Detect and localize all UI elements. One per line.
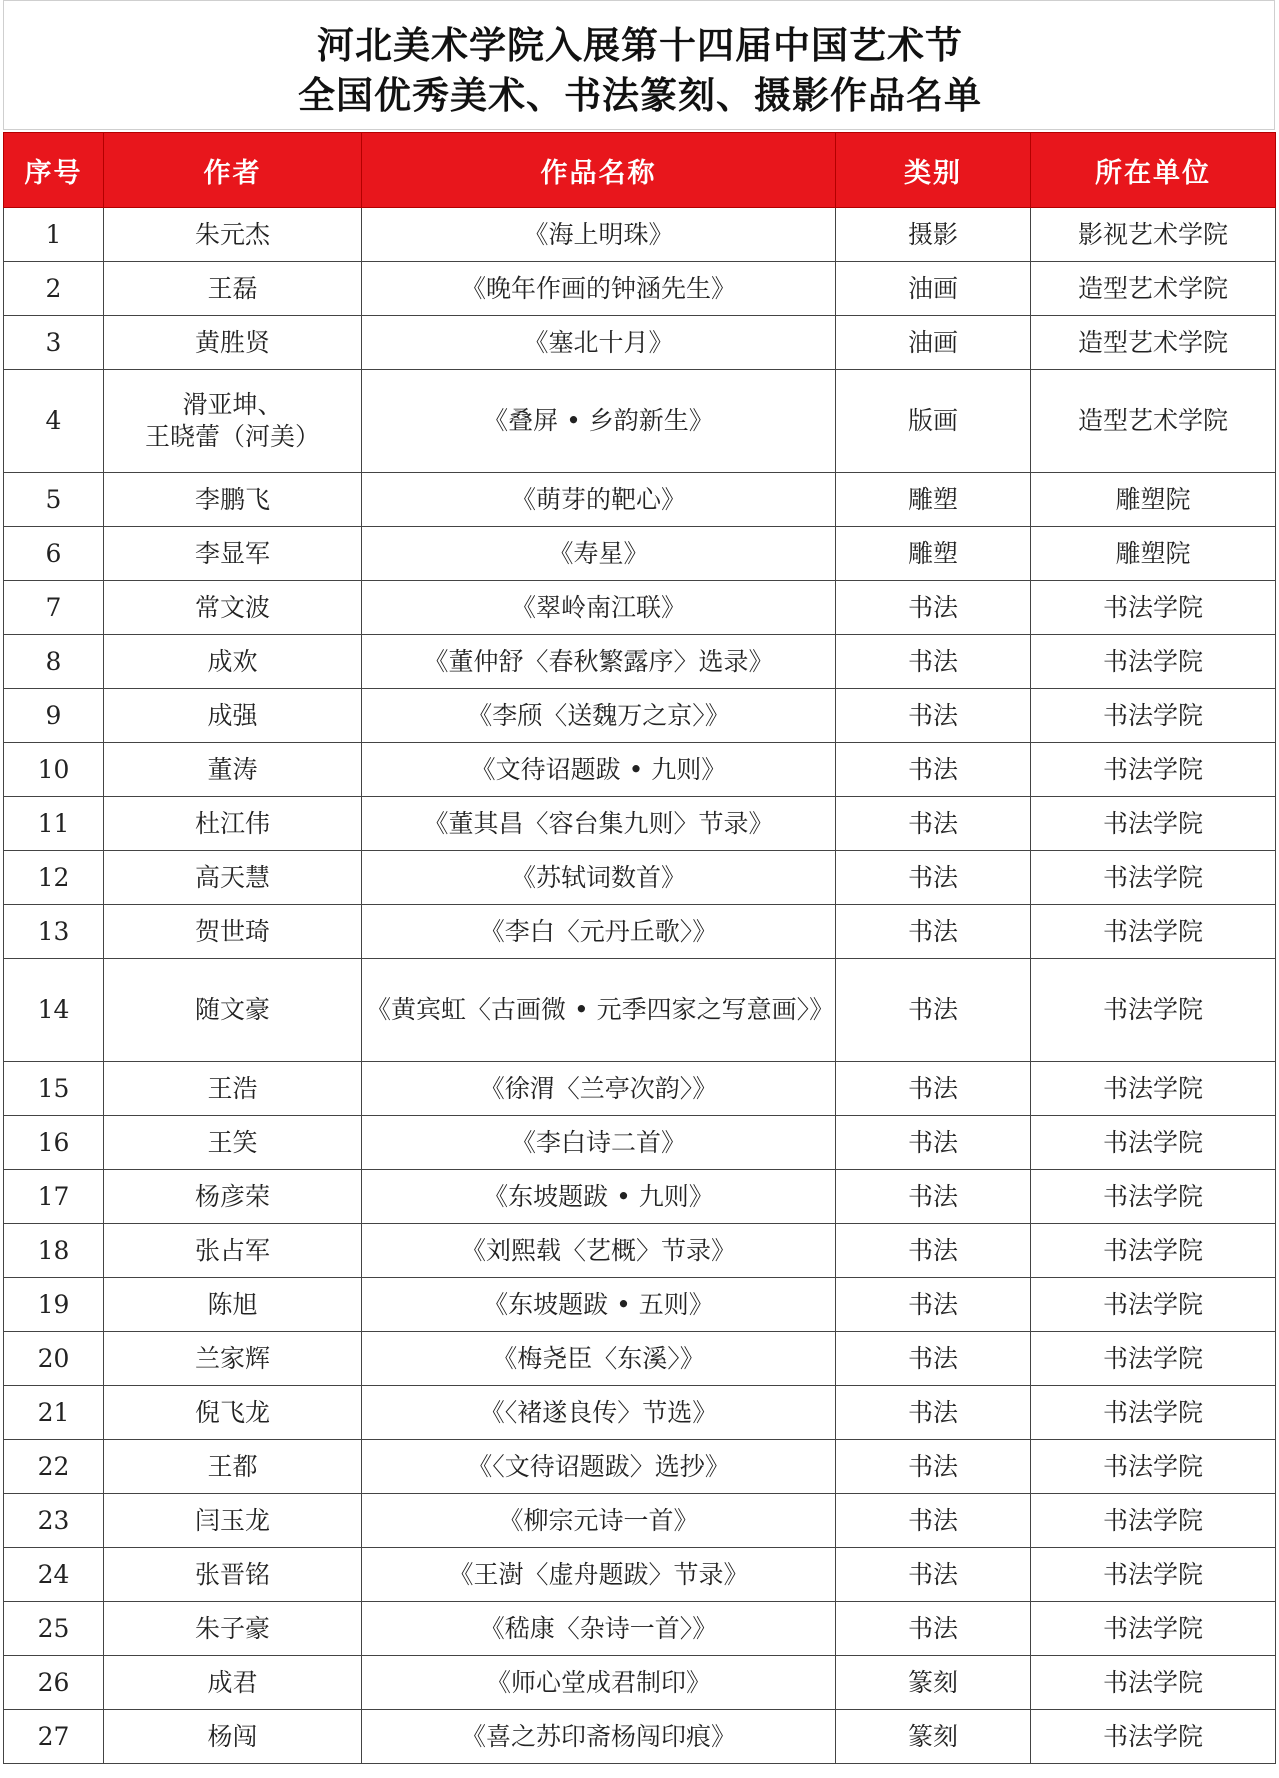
author-name: 朱子豪 <box>194 1613 270 1643</box>
author-name: 张占军 <box>194 1235 270 1265</box>
table-row <box>4 743 1276 797</box>
cell-category: 书法 <box>836 1548 1031 1602</box>
cell-category: 书法 <box>836 1386 1031 1440</box>
cell-work-title: 《〈褚遂良传〉节选》 <box>362 1386 836 1440</box>
cell-number: 12 <box>4 851 104 905</box>
table-row <box>4 905 1276 959</box>
cell-author <box>104 1386 362 1440</box>
table-row <box>4 370 1276 473</box>
cell-author <box>104 1224 362 1278</box>
cell-number: 3 <box>4 316 104 370</box>
author-name: 高天慧 <box>194 862 270 892</box>
page-title-line-2: 全国优秀美术、书法篆刻、摄影作品名单 <box>298 74 982 117</box>
cell-category: 书法 <box>836 1170 1031 1224</box>
cell-work-title: 《翠岭南江联》 <box>362 581 836 635</box>
cell-category: 篆刻 <box>836 1710 1031 1764</box>
table-row <box>4 1332 1276 1386</box>
cell-author <box>104 370 362 473</box>
table-row <box>4 208 1276 262</box>
cell-unit: 书法学院 <box>1031 1440 1276 1494</box>
cell-category: 书法 <box>836 1602 1031 1656</box>
page-title-line-1: 河北美术学院入展第十四届中国艺术节 <box>317 24 963 67</box>
cell-author <box>104 797 362 851</box>
cell-category: 雕塑 <box>836 527 1031 581</box>
cell-number: 26 <box>4 1656 104 1710</box>
cell-work-title: 《王澍〈虚舟题跋〉节录》 <box>362 1548 836 1602</box>
table-row <box>4 851 1276 905</box>
cell-work-title: 《李白〈元丹丘歌〉》 <box>362 905 836 959</box>
author-name: 成强 <box>207 700 258 730</box>
cell-work-title: 《东坡题跋 • 五则》 <box>362 1278 836 1332</box>
table-row <box>4 1656 1276 1710</box>
cell-category: 书法 <box>836 851 1031 905</box>
table-row <box>4 959 1276 1062</box>
cell-work-title: 《萌芽的靶心》 <box>362 473 836 527</box>
author-name: 杜江伟 <box>194 808 270 838</box>
author-name: 王都 <box>207 1451 258 1481</box>
cell-number: 27 <box>4 1710 104 1764</box>
cell-category: 书法 <box>836 905 1031 959</box>
author-name: 贺世琦 <box>194 916 270 946</box>
cell-unit: 雕塑院 <box>1031 473 1276 527</box>
cell-work-title: 《梅尧臣〈东溪〉》 <box>362 1332 836 1386</box>
cell-unit: 书法学院 <box>1031 1494 1276 1548</box>
cell-author <box>104 208 362 262</box>
cell-category: 书法 <box>836 1116 1031 1170</box>
author-name: 王磊 <box>207 273 258 303</box>
author-name: 王浩 <box>207 1073 258 1103</box>
table-row <box>4 689 1276 743</box>
works-table <box>3 132 1276 1764</box>
author-name: 成君 <box>207 1667 258 1697</box>
cell-number: 4 <box>4 370 104 473</box>
cell-unit: 书法学院 <box>1031 905 1276 959</box>
cell-category: 书法 <box>836 689 1031 743</box>
cell-author <box>104 473 362 527</box>
cell-author <box>104 1440 362 1494</box>
author-name: 杨闯 <box>207 1721 258 1751</box>
cell-author <box>104 316 362 370</box>
cell-work-title: 《师心堂成君制印》 <box>362 1656 836 1710</box>
cell-category: 书法 <box>836 581 1031 635</box>
cell-work-title: 《文待诏题跋 • 九则》 <box>362 743 836 797</box>
author-name: 随文豪 <box>194 995 270 1024</box>
table-row <box>4 316 1276 370</box>
cell-unit: 书法学院 <box>1031 1224 1276 1278</box>
cell-number: 19 <box>4 1278 104 1332</box>
author-name: 董涛 <box>207 754 258 784</box>
title-block <box>3 0 1275 130</box>
cell-number: 20 <box>4 1332 104 1386</box>
cell-unit: 书法学院 <box>1031 1602 1276 1656</box>
cell-author <box>104 1656 362 1710</box>
cell-number: 21 <box>4 1386 104 1440</box>
header-category: 类别 <box>836 133 1031 208</box>
cell-category: 油画 <box>836 262 1031 316</box>
cell-work-title: 《柳宗元诗一首》 <box>362 1494 836 1548</box>
cell-author <box>104 1170 362 1224</box>
cell-number: 17 <box>4 1170 104 1224</box>
cell-number: 22 <box>4 1440 104 1494</box>
cell-number: 8 <box>4 635 104 689</box>
cell-author <box>104 1278 362 1332</box>
cell-author <box>104 527 362 581</box>
cell-unit: 造型艺术学院 <box>1031 262 1276 316</box>
cell-unit: 书法学院 <box>1031 797 1276 851</box>
table-body <box>4 208 1276 1764</box>
table-row <box>4 1494 1276 1548</box>
cell-author <box>104 743 362 797</box>
table-row <box>4 1224 1276 1278</box>
cell-number: 16 <box>4 1116 104 1170</box>
cell-unit: 书法学院 <box>1031 635 1276 689</box>
table-row <box>4 635 1276 689</box>
header-unit: 所在单位 <box>1031 133 1276 208</box>
cell-number: 2 <box>4 262 104 316</box>
author-name: 王笑 <box>207 1127 258 1157</box>
table-row <box>4 1116 1276 1170</box>
cell-work-title: 《塞北十月》 <box>362 316 836 370</box>
cell-author <box>104 905 362 959</box>
author-name: 张晋铭 <box>194 1559 270 1589</box>
cell-author <box>104 1548 362 1602</box>
cell-unit: 雕塑院 <box>1031 527 1276 581</box>
cell-unit: 造型艺术学院 <box>1031 316 1276 370</box>
table-row <box>4 1548 1276 1602</box>
cell-work-title: 《叠屏 • 乡韵新生》 <box>362 370 836 473</box>
cell-work-title: 《徐渭〈兰亭次韵〉》 <box>362 1062 836 1116</box>
table-row <box>4 1710 1276 1764</box>
cell-author <box>104 1602 362 1656</box>
cell-category: 书法 <box>836 1494 1031 1548</box>
cell-number: 18 <box>4 1224 104 1278</box>
cell-work-title: 《晚年作画的钟涵先生》 <box>362 262 836 316</box>
cell-number: 11 <box>4 797 104 851</box>
author-name: 陈旭 <box>207 1289 258 1319</box>
cell-number: 25 <box>4 1602 104 1656</box>
cell-work-title: 《黄宾虹〈古画微 • 元季四家之写意画〉》 <box>362 959 836 1062</box>
cell-unit: 书法学院 <box>1031 1062 1276 1116</box>
cell-category: 书法 <box>836 1062 1031 1116</box>
cell-number: 13 <box>4 905 104 959</box>
cell-unit: 影视艺术学院 <box>1031 208 1276 262</box>
cell-unit: 书法学院 <box>1031 689 1276 743</box>
header-author: 作者 <box>104 133 362 208</box>
cell-author <box>104 1710 362 1764</box>
cell-number: 1 <box>4 208 104 262</box>
cell-author <box>104 581 362 635</box>
cell-category: 书法 <box>836 1440 1031 1494</box>
cell-work-title: 《李白诗二首》 <box>362 1116 836 1170</box>
cell-work-title: 《李颀〈送魏万之京〉》 <box>362 689 836 743</box>
header-number: 序号 <box>4 133 104 208</box>
cell-work-title: 《寿星》 <box>362 527 836 581</box>
cell-number: 9 <box>4 689 104 743</box>
cell-author <box>104 1116 362 1170</box>
author-name: 成欢 <box>207 646 258 676</box>
cell-unit: 书法学院 <box>1031 1548 1276 1602</box>
table-row <box>4 473 1276 527</box>
table-row <box>4 527 1276 581</box>
cell-work-title: 《董其昌〈容台集九则〉节录》 <box>362 797 836 851</box>
cell-category: 书法 <box>836 797 1031 851</box>
author-name: 杨彦荣 <box>194 1181 270 1211</box>
cell-work-title: 《〈文待诏题跋〉选抄》 <box>362 1440 836 1494</box>
cell-number: 24 <box>4 1548 104 1602</box>
cell-author <box>104 851 362 905</box>
cell-category: 书法 <box>836 635 1031 689</box>
cell-category: 篆刻 <box>836 1656 1031 1710</box>
author-name: 滑亚坤、 <box>182 390 283 419</box>
cell-work-title: 《刘熙载〈艺概〉节录》 <box>362 1224 836 1278</box>
cell-unit: 造型艺术学院 <box>1031 370 1276 473</box>
cell-category: 书法 <box>836 743 1031 797</box>
author-name: 黄胜贤 <box>194 327 270 357</box>
cell-number: 15 <box>4 1062 104 1116</box>
author-name: 兰家辉 <box>194 1343 270 1373</box>
cell-author <box>104 1062 362 1116</box>
cell-category: 书法 <box>836 959 1031 1062</box>
header-work-title: 作品名称 <box>362 133 836 208</box>
table-row <box>4 1602 1276 1656</box>
author-name: 朱元杰 <box>194 219 270 249</box>
cell-unit: 书法学院 <box>1031 959 1276 1062</box>
table-row <box>4 581 1276 635</box>
table-row <box>4 262 1276 316</box>
cell-author <box>104 1494 362 1548</box>
table-row <box>4 1170 1276 1224</box>
cell-category: 油画 <box>836 316 1031 370</box>
cell-author <box>104 959 362 1062</box>
author-name: 李显军 <box>194 538 270 568</box>
author-name: 闫玉龙 <box>194 1505 270 1535</box>
table-row <box>4 797 1276 851</box>
cell-number: 6 <box>4 527 104 581</box>
table-header-row <box>4 133 1276 208</box>
cell-author <box>104 635 362 689</box>
cell-unit: 书法学院 <box>1031 851 1276 905</box>
cell-work-title: 《喜之苏印斋杨闯印痕》 <box>362 1710 836 1764</box>
table-row <box>4 1278 1276 1332</box>
cell-category: 书法 <box>836 1278 1031 1332</box>
cell-work-title: 《海上明珠》 <box>362 208 836 262</box>
cell-author <box>104 262 362 316</box>
cell-unit: 书法学院 <box>1031 1386 1276 1440</box>
cell-unit: 书法学院 <box>1031 581 1276 635</box>
cell-work-title: 《苏轼词数首》 <box>362 851 836 905</box>
cell-work-title: 《嵇康〈杂诗一首〉》 <box>362 1602 836 1656</box>
cell-unit: 书法学院 <box>1031 743 1276 797</box>
table-row <box>4 1062 1276 1116</box>
author-name: 倪飞龙 <box>194 1397 270 1427</box>
cell-work-title: 《东坡题跋 • 九则》 <box>362 1170 836 1224</box>
cell-category: 版画 <box>836 370 1031 473</box>
author-name: 王晓蕾（河美） <box>144 422 320 451</box>
cell-number: 7 <box>4 581 104 635</box>
cell-unit: 书法学院 <box>1031 1116 1276 1170</box>
cell-number: 10 <box>4 743 104 797</box>
cell-unit: 书法学院 <box>1031 1332 1276 1386</box>
cell-number: 14 <box>4 959 104 1062</box>
table-row <box>4 1440 1276 1494</box>
cell-category: 书法 <box>836 1224 1031 1278</box>
cell-unit: 书法学院 <box>1031 1710 1276 1764</box>
author-name: 李鹏飞 <box>194 484 270 514</box>
cell-number: 5 <box>4 473 104 527</box>
cell-number: 23 <box>4 1494 104 1548</box>
cell-author <box>104 689 362 743</box>
cell-category: 摄影 <box>836 208 1031 262</box>
table-row <box>4 1386 1276 1440</box>
cell-category: 雕塑 <box>836 473 1031 527</box>
cell-unit: 书法学院 <box>1031 1656 1276 1710</box>
cell-unit: 书法学院 <box>1031 1170 1276 1224</box>
cell-category: 书法 <box>836 1332 1031 1386</box>
cell-unit: 书法学院 <box>1031 1278 1276 1332</box>
author-name: 常文波 <box>194 592 270 622</box>
cell-author <box>104 1332 362 1386</box>
cell-work-title: 《董仲舒〈春秋繁露序〉选录》 <box>362 635 836 689</box>
